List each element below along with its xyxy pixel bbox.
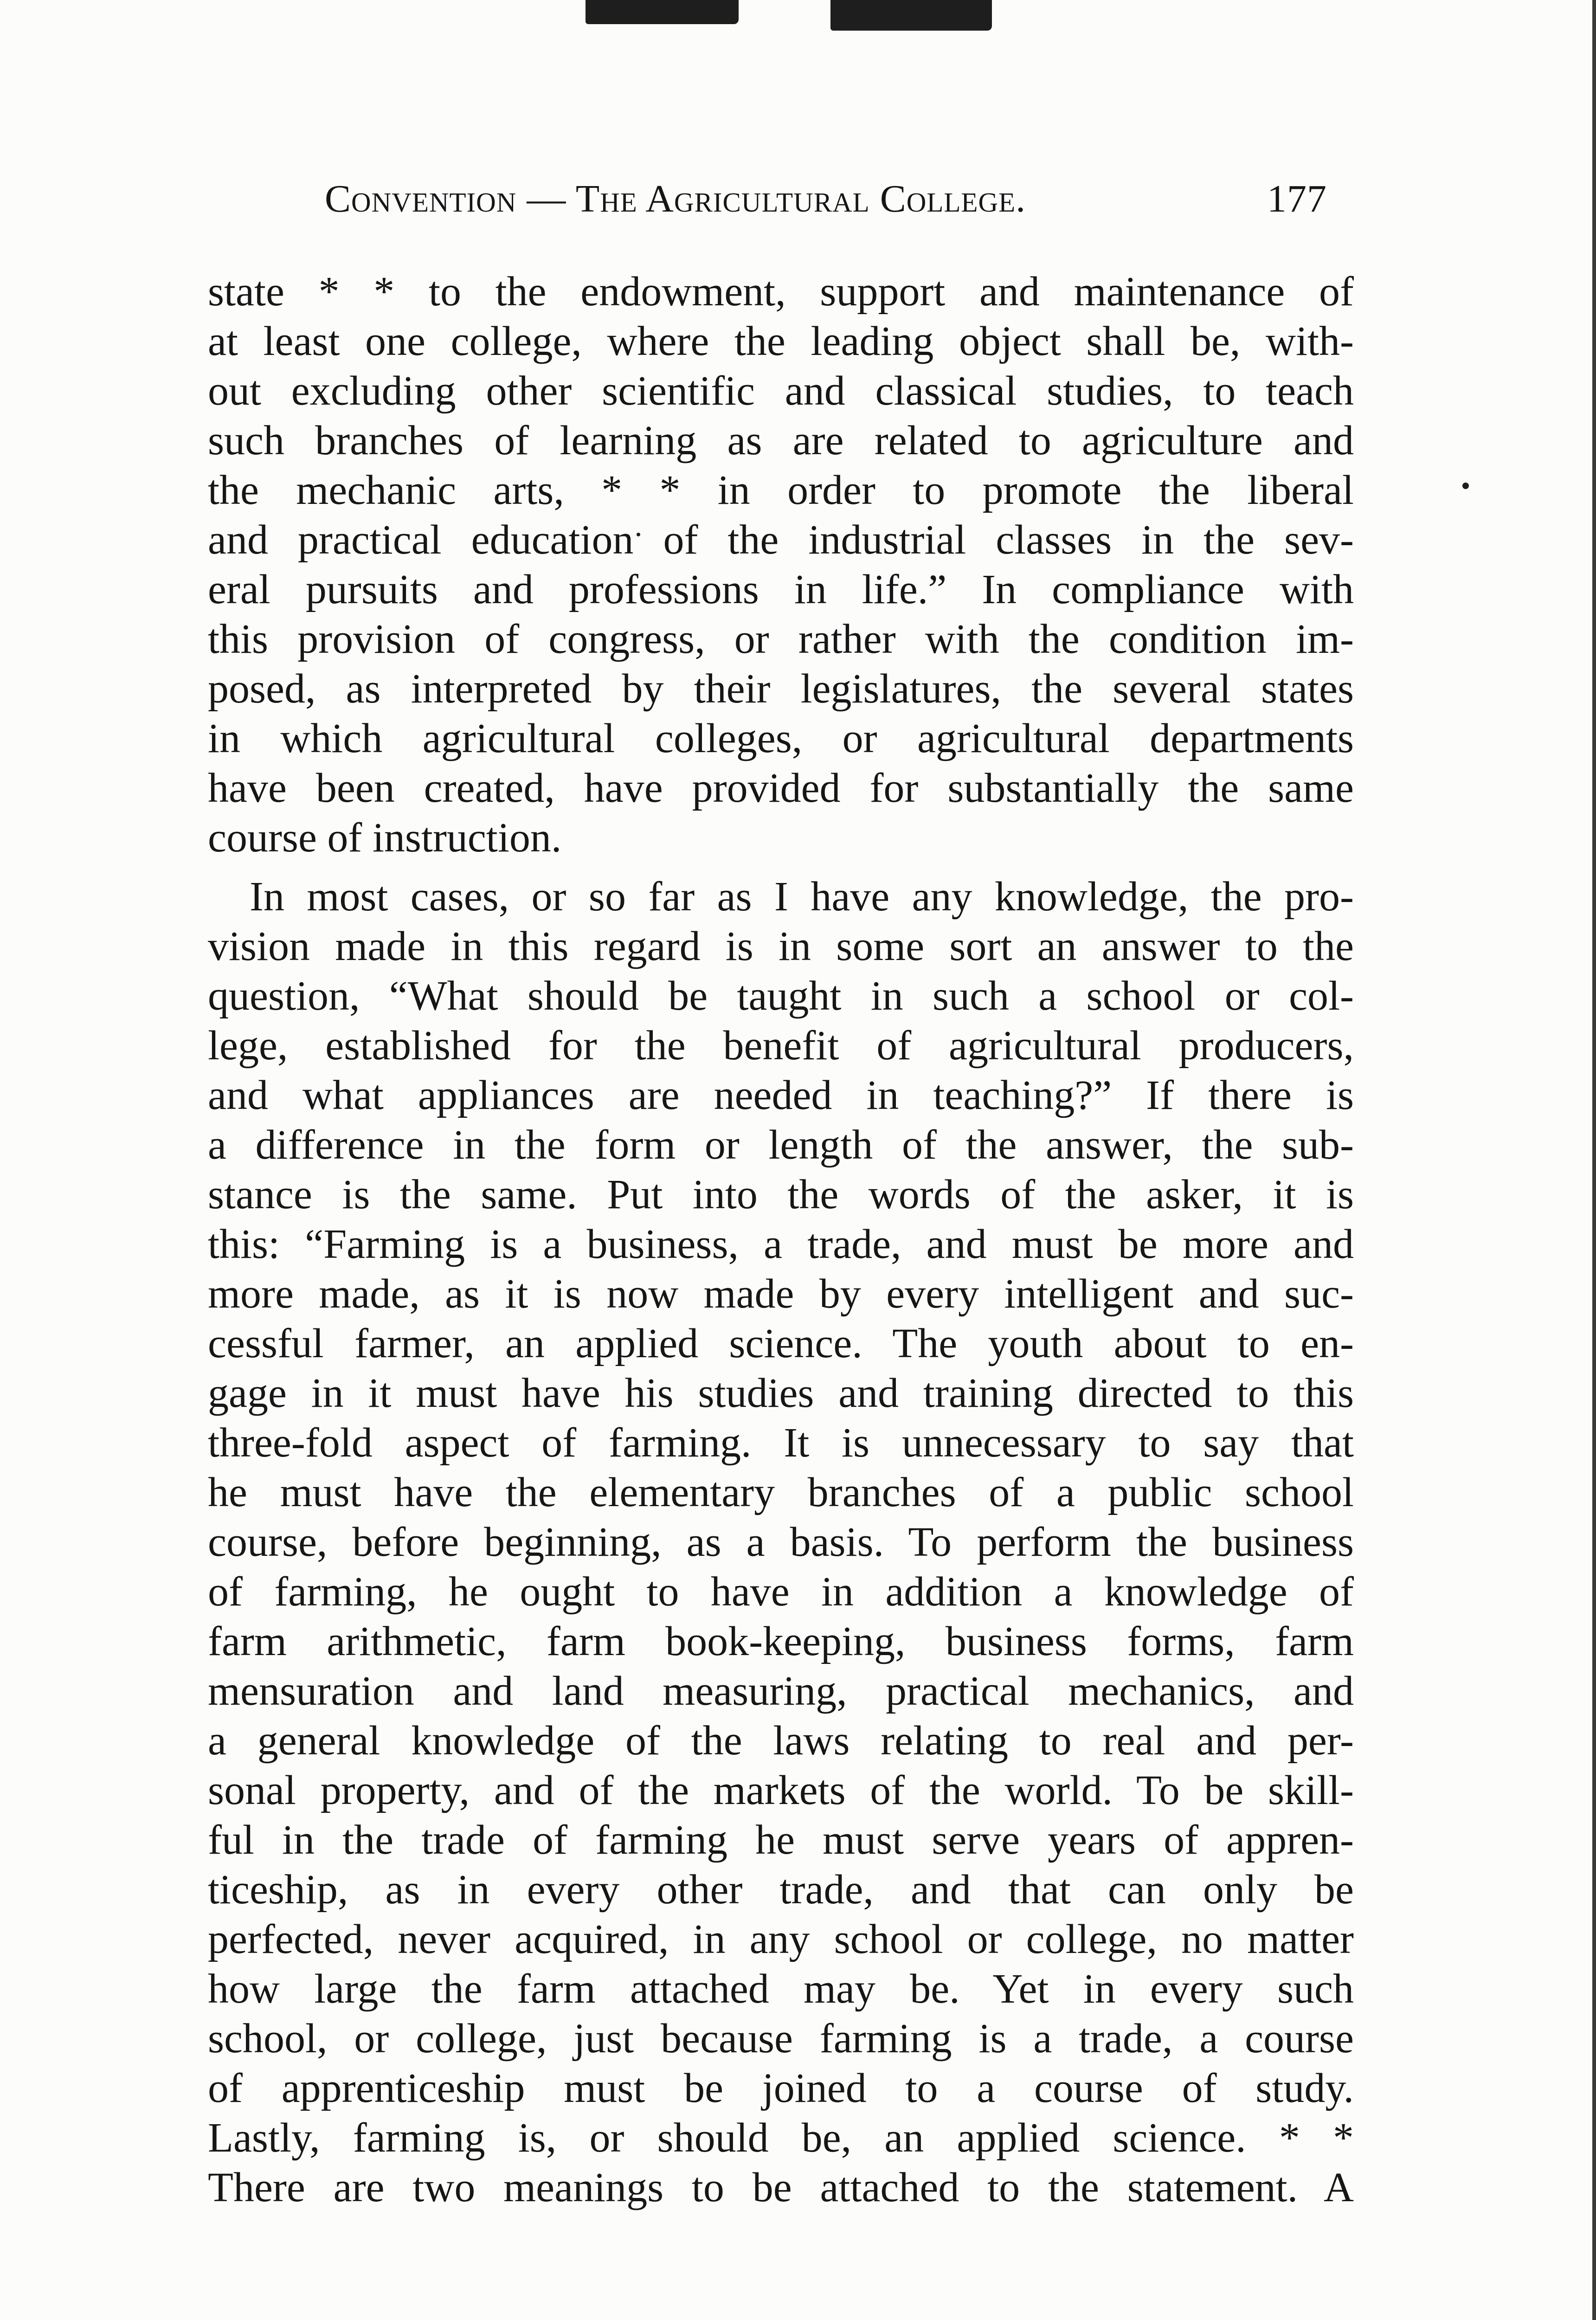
text-line: sonal property, and of the markets of the world. To be skill- (208, 1767, 1354, 1813)
text-line: at least one college, where the leading object shall be, with- (208, 318, 1354, 364)
text-line: posed, as interpreted by their legislatures, the several states (208, 666, 1354, 712)
text-line: the mechanic arts, * * in order to promote the liberal (208, 467, 1354, 513)
text-line: a difference in the form or length of the answer, the sub- (208, 1122, 1354, 1168)
text-line: school, or college, just because farming is a trade, a course (208, 2016, 1354, 2062)
running-head: Convention — The Agricultural College. (325, 177, 1026, 220)
text-line: he must have the elementary branches of a public school (208, 1469, 1354, 1515)
running-header (325, 176, 1327, 232)
text-line: stance is the same. Put into the words of the asker, it is (208, 1172, 1354, 1218)
paragraph (208, 267, 1354, 863)
text-line: There are two meanings to be attached to the statement. A (208, 2165, 1354, 2210)
paragraph (208, 872, 1354, 2212)
text-line: how large the farm attached may be. Yet in every such (208, 1966, 1354, 2012)
text-line: In most cases, or so far as I have any knowledge, the pro- (250, 874, 1354, 920)
text-line: and what appliances are needed in teaching?” If there is (208, 1072, 1354, 1118)
text-line: such branches of learning as are related to agriculture and (208, 418, 1354, 464)
text-line: lege, established for the benefit of agricultural producers, (208, 1023, 1354, 1069)
text-line: cessful farmer, an applied science. The youth about to en- (208, 1321, 1354, 1366)
text-line: vision made in this regard is in some sort an answer to the (208, 923, 1354, 969)
text-line: eral pursuits and professions in life.” In compliance with (208, 567, 1354, 612)
text-line: this: “Farming is a business, a trade, and must be more and (208, 1221, 1354, 1267)
page-number: 177 (1267, 177, 1327, 220)
text-line: more made, as it is now made by every intelligent and suc- (208, 1271, 1354, 1317)
text-line: ful in the trade of farming he must serve years of appren- (208, 1817, 1354, 1863)
text-line: Lastly, farming is, or should be, an applied science. * * (208, 2115, 1354, 2161)
text-line: have been created, have provided for substantially the same (208, 765, 1354, 811)
text-line: ticeship, as in every other trade, and that can only be (208, 1867, 1354, 1913)
scan-edge (1592, 0, 1596, 2320)
text-line: of farming, he ought to have in addition a knowledge of (208, 1569, 1354, 1615)
text-line: and practical education of the industrial classes in the sev- (208, 517, 1354, 563)
text-line: gage in it must have his studies and training directed to this (208, 1370, 1354, 1416)
text-line: of apprenticeship must be joined to a course of study. (208, 2065, 1354, 2111)
text-line: course of instruction. (208, 815, 562, 861)
scan-artifact-right (830, 0, 992, 31)
text-line: question, “What should be taught in such a school or col- (208, 973, 1354, 1019)
text-line: perfected, never acquired, in any school or college, no matter (208, 1916, 1354, 1962)
text-line: farm arithmetic, farm book-keeping, business forms, farm (208, 1618, 1354, 1664)
body-text (208, 267, 1354, 2212)
text-line: out excluding other scientific and classical studies, to teach (208, 368, 1354, 414)
text-line: a general knowledge of the laws relating to real and per- (208, 1718, 1354, 1764)
text-line: three-fold aspect of farming. It is unnecessary to say that (208, 1420, 1354, 1466)
text-line: state * * to the endowment, support and maintenance of (208, 269, 1354, 315)
text-line: in which agricultural colleges, or agricultural departments (208, 715, 1354, 761)
scan-artifact-left (586, 0, 739, 24)
text-line: course, before beginning, as a basis. To perform the business (208, 1519, 1354, 1565)
text-line: this provision of congress, or rather with the condition im- (208, 616, 1354, 662)
dust-speck (1462, 483, 1469, 489)
text-line: mensuration and land measuring, practical mechanics, and (208, 1668, 1354, 1714)
